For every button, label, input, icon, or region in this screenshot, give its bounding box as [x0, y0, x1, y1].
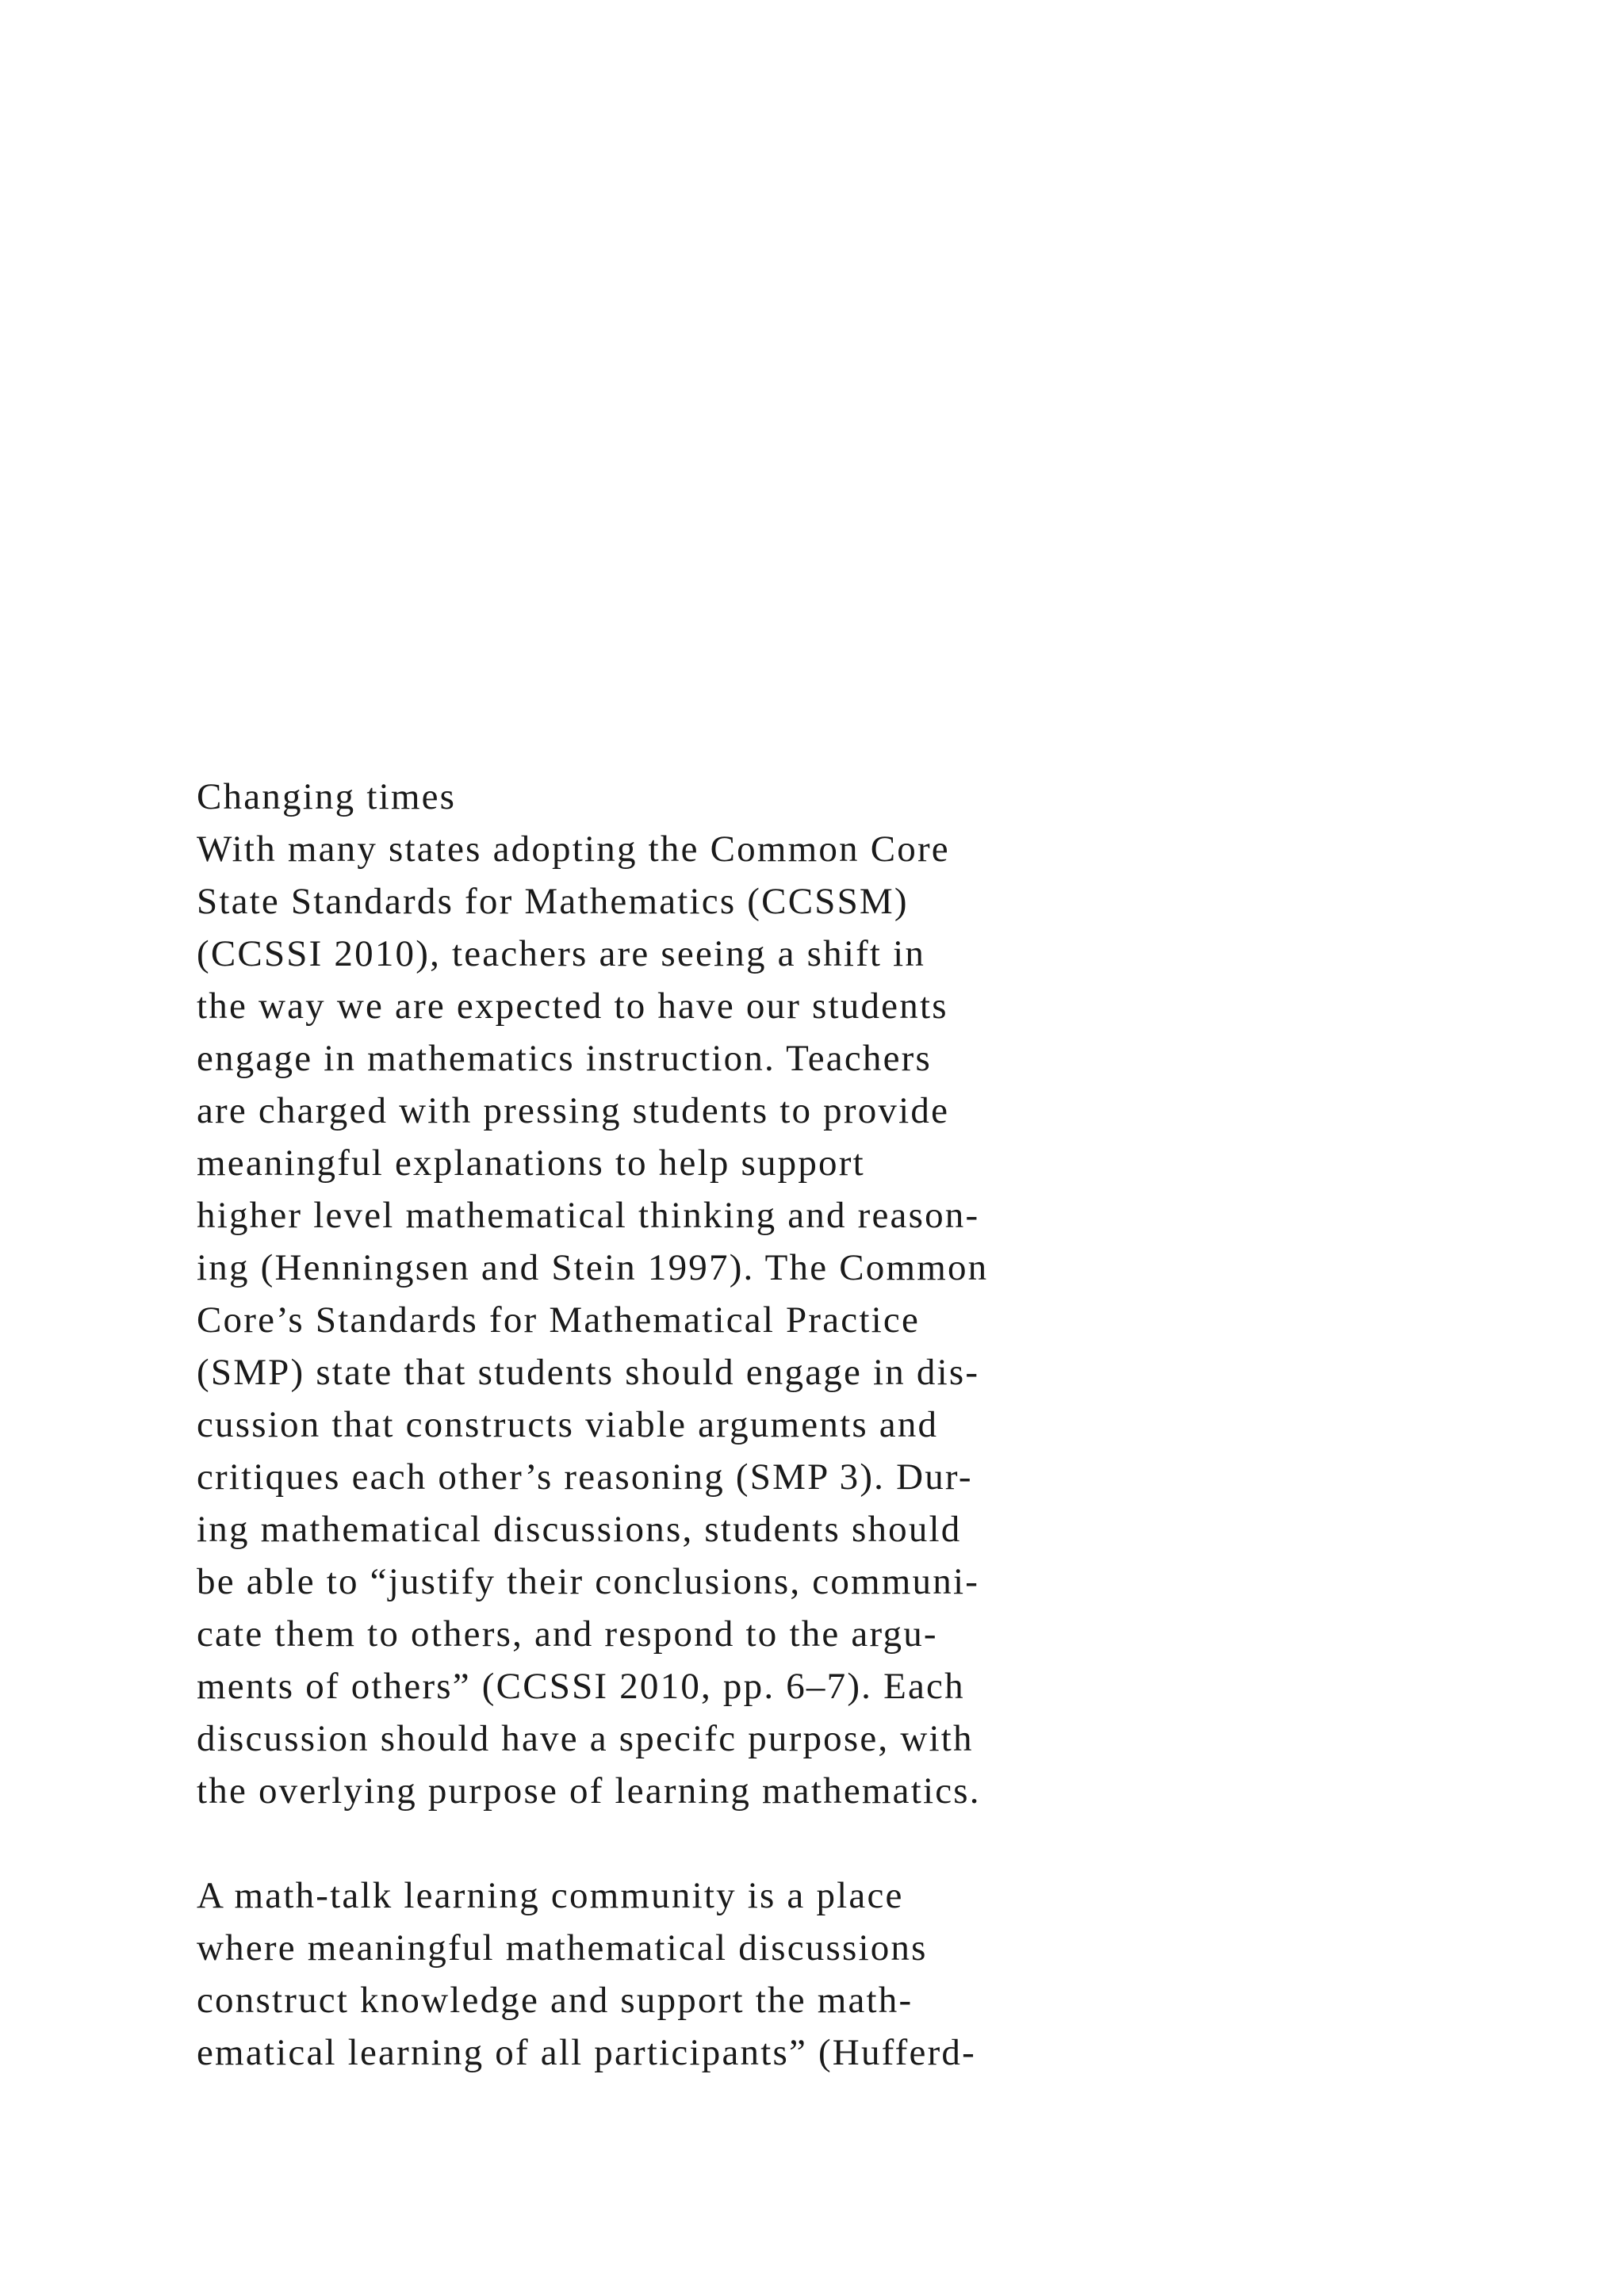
text-line: With many states adopting the Common Core: [197, 828, 950, 870]
text-line: construct knowledge and support the math-: [197, 1980, 914, 2021]
text-line: ing (Henningsen and Stein 1997). The Common: [197, 1247, 989, 1288]
text-line: be able to “justify their conclusions, communi-: [197, 1561, 980, 1602]
text-line: critiques each other’s reasoning (SMP 3). Dur-: [197, 1456, 973, 1498]
text-line: where meaningful mathematical discussions: [197, 1927, 928, 1969]
text-line: cate them to others, and respond to the argu-: [197, 1613, 938, 1655]
text-line: discussion should have a specifc purpose, with: [197, 1718, 974, 1759]
text-line: higher level mathematical thinking and reason-: [197, 1195, 980, 1236]
text-line: ing mathematical discussions, students should: [197, 1509, 962, 1550]
text-line: the way we are expected to have our students: [197, 985, 948, 1027]
text-line: are charged with pressing students to provide: [197, 1090, 950, 1131]
text-line: ematical learning of all participants” (Hufferd-: [197, 2032, 976, 2073]
text-line: (SMP) state that students should engage in dis-: [197, 1352, 980, 1393]
text-line: ments of others” (CCSSI 2010, pp. 6–7). Each: [197, 1666, 965, 1707]
text-line: engage in mathematics instruction. Teachers: [197, 1038, 933, 1079]
text-line: State Standards for Mathematics (CCSSM): [197, 881, 909, 922]
text-line: meaningful explanations to help support: [197, 1142, 865, 1184]
text-line: (CCSSI 2010), teachers are seeing a shift in: [197, 933, 926, 974]
text-line: the overlying purpose of learning mathematics.: [197, 1770, 981, 1812]
text-line: A math-talk learning community is a place: [197, 1875, 904, 1916]
text-line: cussion that constructs viable arguments and: [197, 1404, 939, 1445]
section-heading: Changing times: [197, 776, 457, 817]
paragraph-break: [197, 1817, 1386, 1869]
body-text: [197, 771, 1386, 2079]
text-line: Core’s Standards for Mathematical Practice: [197, 1299, 921, 1341]
